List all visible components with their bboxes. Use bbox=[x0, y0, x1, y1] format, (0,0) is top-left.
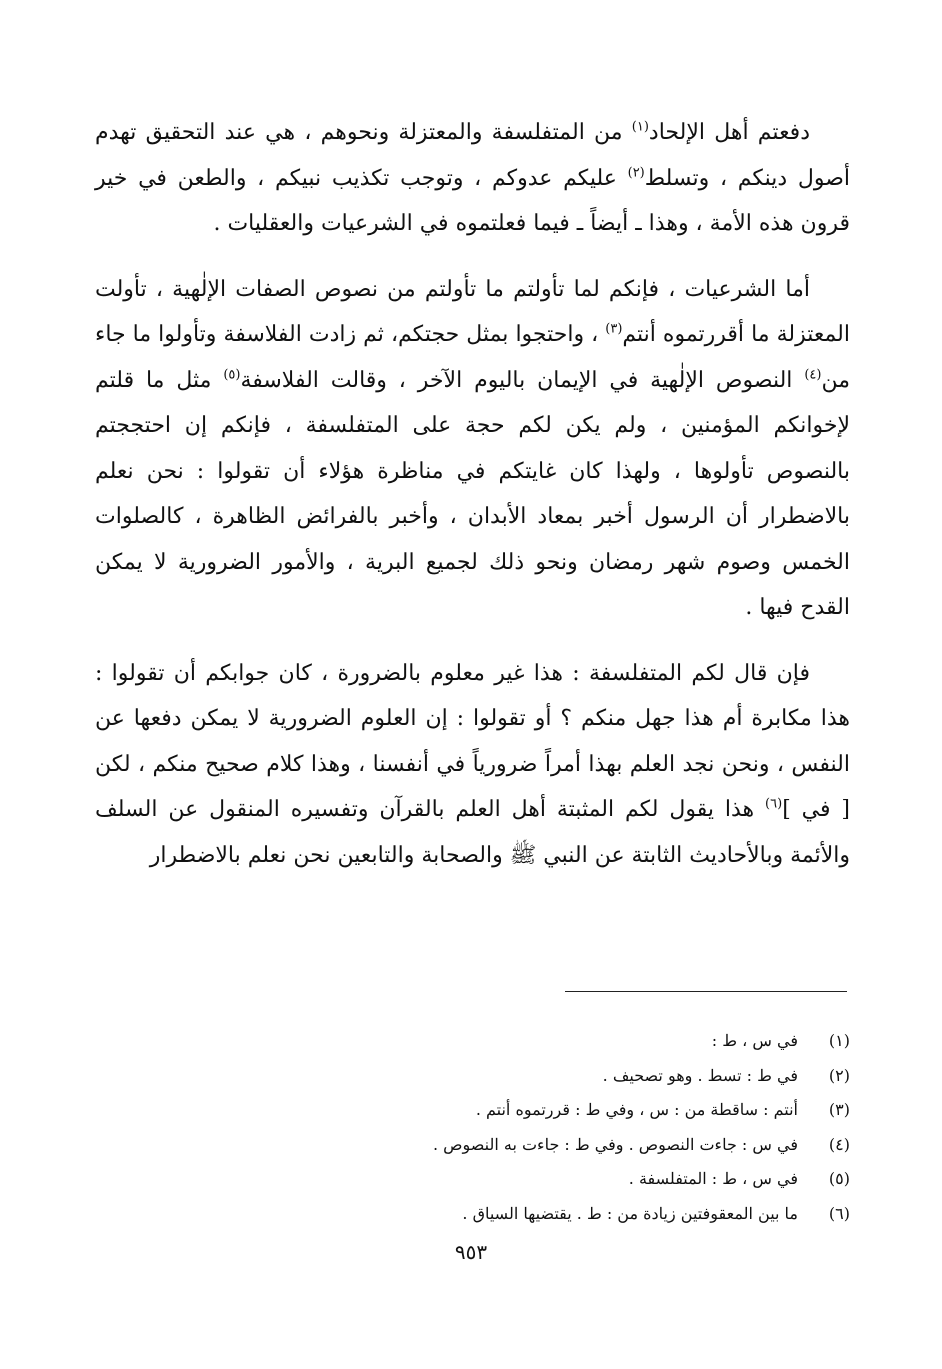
footnotes bbox=[200, 1024, 850, 1232]
text-segment: عليكم عدوكم ، وتوجب تكذيب نبيكم ، والطعن في خير قرون هذه الأمة ، وهذا ـ أيضاً ـ فيما فعلتموه في الشرعيات والعقليات . bbox=[95, 165, 850, 236]
footnote-separator bbox=[565, 991, 847, 992]
text-segment: هذا يقول لكم المثبتة أهل العلم بالقرآن وتفسيره المنقول عن السلف والأئمة وبالأحاديث الثابتة عن النبي ﷺ والصحابة والتابعين نحن نعلم بالاضطرار bbox=[95, 797, 850, 868]
footnote-ref: (١) bbox=[631, 119, 649, 135]
main-text bbox=[95, 110, 850, 898]
footnote-ref: (٤) bbox=[804, 367, 822, 383]
footnote bbox=[200, 1162, 850, 1197]
text-segment: من المتفلسفة والمعتزلة ونحوهم ، هي عند التحقيق تهدم أصول دينكم ، وتسلط bbox=[95, 120, 850, 191]
footnote-text: ما بين المعقوفتين زيادة من : ط . يقتضيها السياق . bbox=[462, 1203, 798, 1223]
footnote-ref: (٥) bbox=[223, 367, 241, 383]
footnote-text: في س ، ط : المتفلسفة . bbox=[628, 1169, 798, 1189]
footnote-text: في س : جاءت النصوص . وفي ط : جاءت به النصوص . bbox=[432, 1134, 798, 1154]
footnote-number: (٥) bbox=[828, 1169, 850, 1189]
footnote-ref: (٣) bbox=[605, 321, 623, 337]
footnote bbox=[200, 1093, 850, 1128]
text-segment: فإن قال لكم المتفلسفة : هذا غير معلوم بالضرورة ، كان جوابكم أن تقولوا : هذا مكابرة أم هذا جهل منكم ؟ أو تقولوا : إن العلوم الضرورية لا يمكن دفعها عن النفس ، ونحن نجد العلم بهذا أمراً ضرورياً في أنفسنا ، وهذا كلام صحيح منكم ، لكن [ في ] bbox=[95, 660, 850, 822]
footnote-ref: (٢) bbox=[627, 165, 645, 181]
footnote bbox=[200, 1128, 850, 1163]
footnote-number: (٦) bbox=[828, 1203, 850, 1223]
footnote bbox=[200, 1024, 850, 1059]
footnote bbox=[200, 1197, 850, 1232]
text-segment: أما الشرعيات ، فإنكم لما تأولتم ما تأولتم من نصوص الصفات الإلٰهية ، تأولت المعتزلة ما أقررتموه أنتم bbox=[95, 276, 850, 347]
paragraph bbox=[95, 267, 850, 631]
paragraph bbox=[95, 110, 850, 247]
text-segment: ، واحتجوا بمثل حجتكم، ثم زادت الفلاسفة وتأولوا ما جاء من bbox=[95, 322, 850, 393]
footnote-text: في س ، ط : bbox=[711, 1031, 798, 1050]
paragraph bbox=[95, 651, 850, 879]
text-segment: النصوص الإلٰهية في الإيمان باليوم الآخر ، وقالت الفلاسفة bbox=[240, 367, 805, 393]
footnote-text: في ط : تسط . وهو تصحيف . bbox=[602, 1065, 798, 1085]
footnote-ref: (٦) bbox=[765, 796, 783, 812]
page-number: ٩٥٣ bbox=[454, 1240, 488, 1264]
text-segment: دفعتم أهل الإلحاد bbox=[648, 120, 810, 145]
footnote-number: (٤) bbox=[828, 1134, 850, 1154]
footnote-number: (٣) bbox=[828, 1100, 850, 1120]
text-segment: مثل ما قلتم لإخوانكم المؤمنين ، ولم يكن لكم حجة على المتفلسفة ، فإنكم إن احتججتم بالنصوص تأولوها ، ولهذا كان غايتكم في مناظرة هؤلاء أن تقولوا : نحن نعلم بالاضطرار أن الرسول أخبر بمعاد الأبدان ، وأخبر بالفرائض الظاهرة ، كالصلوات الخمس وصوم شهر رمضان ونحو ذلك لجميع البرية ، والأمور الضرورية لا يمكن القدح فيها . bbox=[95, 367, 850, 620]
footnote-number: (٢) bbox=[828, 1065, 850, 1085]
footnote-text: أنتم : ساقطة من : س ، وفي ط : قررتموه أنتم . bbox=[475, 1100, 798, 1120]
footnote-number: (١) bbox=[828, 1031, 850, 1050]
footnote bbox=[200, 1059, 850, 1094]
